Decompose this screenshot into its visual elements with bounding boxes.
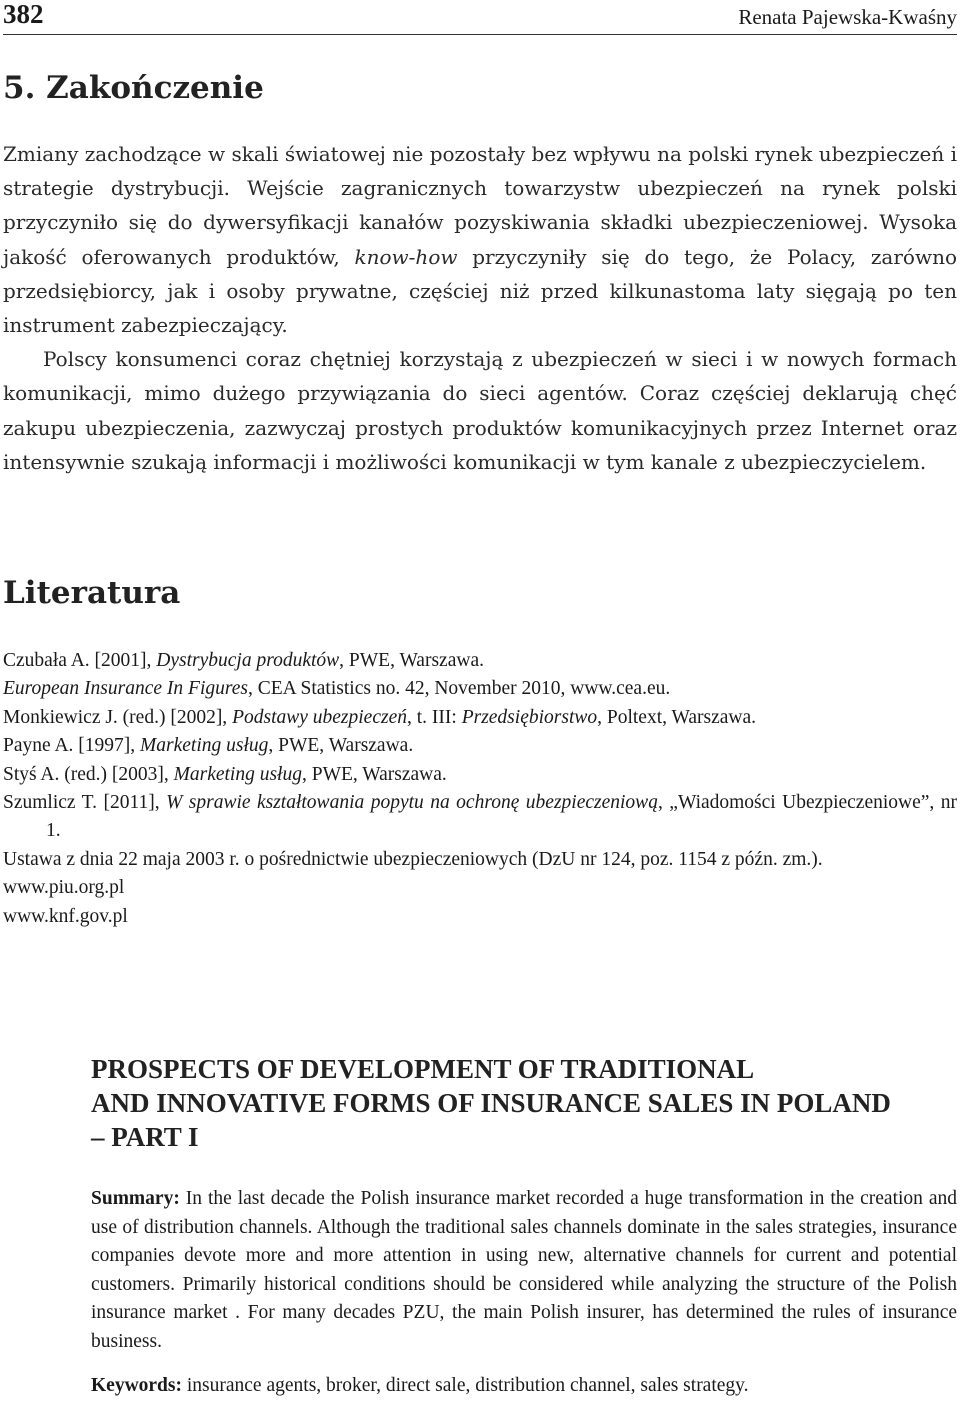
ref-author: Payne A. [1997], xyxy=(3,735,141,757)
keywords-label: Keywords: xyxy=(91,1375,182,1396)
literature-heading: Literatura xyxy=(3,575,181,611)
bibliography-item xyxy=(3,903,957,931)
conclusion-paragraph-1 xyxy=(3,137,957,342)
ref-publisher: , PWE, Warszawa. xyxy=(301,763,447,785)
bibliography-item xyxy=(3,647,957,675)
english-title-line: PROSPECTS OF DEVELOPMENT OF TRADITIONAL xyxy=(91,1054,755,1084)
bibliography-item xyxy=(3,732,957,760)
summary-label: Summary: xyxy=(91,1188,180,1209)
summary-text: In the last decade the Polish insurance market recorded a huge transformation in the creation and use of distribution channels. Although the traditional sales channels dominate in the sales strategies, insurance companies devote more and more attention in using new, alternative channels for current and potential customers. Primarily historical conditions should be considered while analyzing the structure of the Polish insurance market . For many decades PZU, the main Polish insurer, has determined the rules of insurance business. xyxy=(91,1188,957,1352)
ref-title: W sprawie kształtowania popytu na ochronę ubezpieczeniową xyxy=(166,792,658,814)
ref-publisher: , CEA Statistics no. 42, November 2010, www.cea.eu. xyxy=(247,678,671,700)
ref-title: Marketing usług xyxy=(173,763,302,785)
ref-author: Styś A. (red.) [2003], xyxy=(3,763,174,785)
ref-subtitle: Przedsiębiorstwo xyxy=(461,706,598,728)
ref-title: European Insurance In Figures xyxy=(3,678,248,700)
ref-author: Monkiewicz J. (red.) [2002], xyxy=(3,706,233,728)
summary xyxy=(91,1185,957,1356)
ref-publisher: , PWE, Warszawa. xyxy=(268,735,414,757)
ref-publisher: , PWE, Warszawa. xyxy=(339,650,484,671)
running-author: Renata Pajewska-Kwaśny xyxy=(738,5,957,29)
ref-publisher: , „Wiadomości Ubezpieczeniowe”, nr 1. xyxy=(46,792,957,842)
conclusion-heading: 5. Zakończenie xyxy=(3,70,264,106)
paragraph-text: przyczyniły się do tego, że Polacy, zarówno przedsiębiorcy, jak i osoby prywatne, częściej niż przed kilkunastoma laty sięgają po ten instrument zabezpieczający. xyxy=(3,244,957,338)
keywords xyxy=(91,1372,957,1401)
page-number: 382 xyxy=(3,0,44,29)
conclusion-body xyxy=(3,137,957,479)
ref-title: Marketing usług xyxy=(140,735,269,757)
ref-volume: , t. III: xyxy=(406,706,462,728)
bibliography-item xyxy=(3,789,957,846)
bibliography-item xyxy=(3,704,957,732)
english-title xyxy=(91,1052,957,1154)
ref-title: Podstawy ubezpieczeń xyxy=(232,706,407,728)
bibliography-item xyxy=(3,874,957,902)
ref-author: Szumlicz T. [2011], xyxy=(3,792,167,814)
italic-term: know-how xyxy=(354,244,458,269)
paragraph-text: Zmiany zachodzące w skali światowej nie pozostały bez wpływu na polski rynek ubezpieczeń i strategie dystrybucji. Wejście zagranicznych towarzystw ubezpieczeń na rynek polski przyczyniło się do dywersyfikacji kanałów pozyskiwania składki ubezpieczeniowej. Wysoka jakość oferowanych produktów, xyxy=(3,142,957,269)
bibliography-list xyxy=(3,647,957,931)
keywords-text: insurance agents, broker, direct sale, distribution channel, sales strategy. xyxy=(182,1375,749,1396)
conclusion-paragraph-2: Polscy konsumenci coraz chętniej korzystają z ubezpieczeń w sieci i w nowych formach komunikacji, mimo dużego przywiązania do sieci agentów. Coraz częściej deklarują chęć zakupu ubezpieczenia, zazwyczaj prostych produktów komunikacyjnych przez Internet oraz intensywnie szukają informacji i możliwości komunikacji w tym kanale z ubezpieczycielem. xyxy=(3,347,957,474)
bibliography-item xyxy=(3,675,957,703)
ref-author: Czubała A. [2001], xyxy=(3,650,157,671)
ref-publisher: , Poltext, Warszawa. xyxy=(597,706,757,728)
bibliography-item xyxy=(3,761,957,789)
english-title-line: – PART I xyxy=(91,1122,199,1152)
ref-url: www.piu.org.pl xyxy=(3,877,125,899)
ref-text: Ustawa z dnia 22 maja 2003 r. o pośrednictwie ubezpieczeniowych (DzU nr 124, poz. 1154 z późn. zm.). xyxy=(3,848,823,870)
english-title-line: AND INNOVATIVE FORMS OF INSURANCE SALES IN POLAND xyxy=(91,1088,891,1118)
running-header xyxy=(3,0,957,35)
bibliography-item xyxy=(3,846,957,874)
ref-title: Dystrybucja produktów xyxy=(156,650,340,671)
ref-url: www.knf.gov.pl xyxy=(3,905,128,927)
